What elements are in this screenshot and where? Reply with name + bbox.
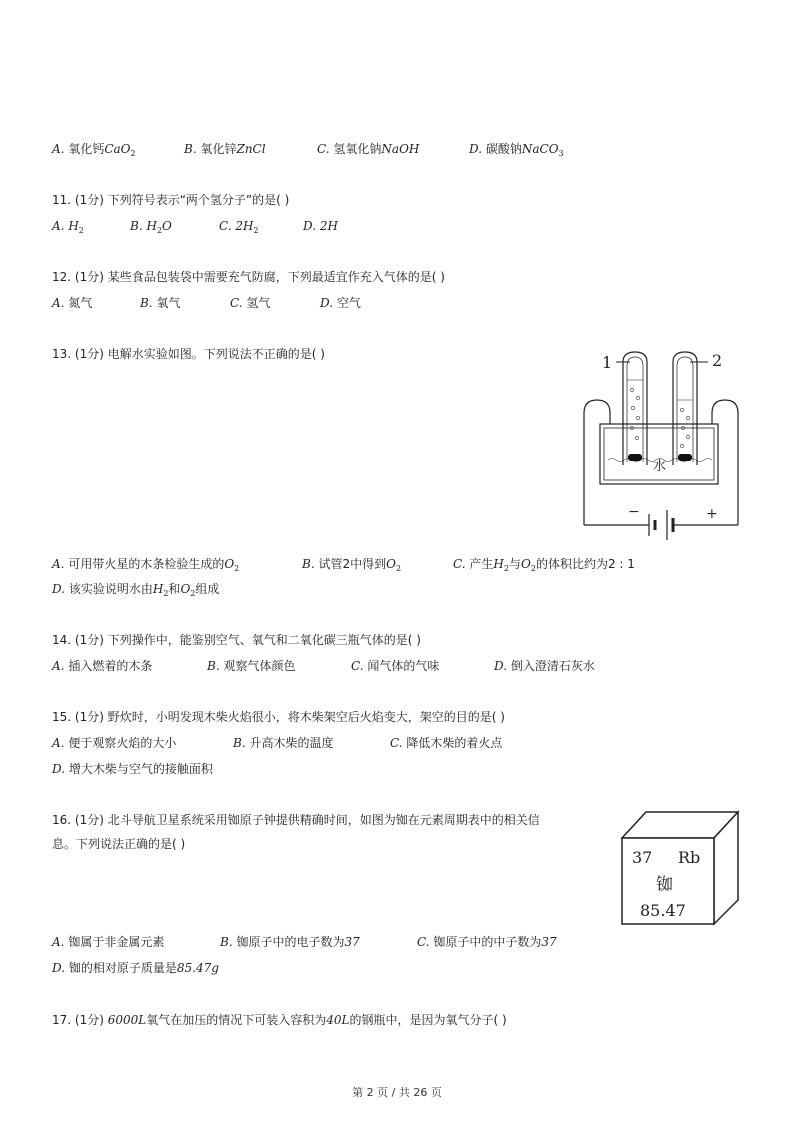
q14-option-c: C. 闻气体的气味 <box>351 659 440 673</box>
q14-stem: 14. (1分) 下列操作中，能鉴别空气、氧气和二氧化碳三瓶气体的是( ) <box>52 633 421 647</box>
q16-stem-line-1: 16. (1分) 北斗导航卫星系统采用铷原子钟提供精确时间，如图为铷在元素周期表中的相关信 <box>52 813 540 827</box>
trough <box>600 424 718 484</box>
test-tube-1 <box>623 352 647 465</box>
q15-option-d: D. 增大木柴与空气的接触面积 <box>52 762 213 776</box>
electrode-2 <box>678 454 692 461</box>
minus-sign: − <box>628 504 640 520</box>
q14-option-b: B. 观察气体颜色 <box>207 659 296 673</box>
q10-option-b: B. 氧化锌ZnCl <box>184 142 266 156</box>
plus-sign: + <box>706 506 718 522</box>
tube-2-label: 2 <box>712 351 723 370</box>
element-name: 铷 <box>656 875 673 895</box>
q15-stem: 15. (1分) 野炊时，小明发现木柴火焰很小，将木柴架空后火焰变大，架空的目的是( ) <box>52 710 505 724</box>
q13-option-c: C. 产生$H_2$与$O_2$的体积比约为2 : 1 <box>453 557 635 573</box>
water-label: 水 <box>653 459 667 474</box>
q16-option-c: C. 铷原子中的中子数为37 <box>417 935 557 949</box>
q10-option-a: A. 氧化钙CaO$_2$ <box>52 142 136 158</box>
q13-option-b: B. 试管2中得到$O_2$ <box>302 557 402 573</box>
electrode-1 <box>628 454 642 461</box>
q10-option-d: D. 碳酸钠NaCO$_3$ <box>469 142 564 158</box>
page-footer: 第 2 页 / 共 26 页 <box>352 1086 442 1099</box>
electrolysis-diagram <box>578 340 744 550</box>
q12-stem: 12. (1分) 某些食品包装袋中需要充气防腐，下列最适宜作充入气体的是( ) <box>52 270 445 284</box>
q12-option-b: B. 氧气 <box>140 296 181 310</box>
test-tube-2 <box>673 352 697 465</box>
q11-option-d: D. 2H <box>303 219 338 233</box>
q16-stem-line-2: 息。下列说法正确的是( ) <box>52 837 186 851</box>
q15-option-c: C. 降低木柴的着火点 <box>390 736 503 750</box>
q13-option-d: D. 该实验说明水由$H_2$和$O_2$组成 <box>52 582 220 598</box>
atomic-number: 37 <box>632 848 653 867</box>
q12-option-d: D. 空气 <box>320 296 361 310</box>
q11-option-c: C. $2H_2$ <box>219 219 259 235</box>
q14-option-d: D. 倒入澄清石灰水 <box>494 659 595 673</box>
q14-option-a: A. 插入燃着的木条 <box>52 659 153 673</box>
q10-option-c: C. 氢氧化钠NaOH <box>317 142 420 156</box>
q17-stem: 17. (1分) 6000L氧气在加压的情况下可装入容积为40L的钢瓶中，是因为氧气分子( ) <box>52 1013 507 1027</box>
q11-stem: 11. (1分) 下列符号表示“两个氢分子”的是( ) <box>52 193 290 207</box>
q15-option-b: B. 升高木柴的温度 <box>233 736 334 750</box>
tube-1-label: 1 <box>602 353 613 372</box>
q12-option-a: A. 氮气 <box>52 296 93 310</box>
q11-option-b: B. $H_2O$ <box>130 219 172 235</box>
element-card <box>618 808 744 928</box>
q13-option-a: A. 可用带火星的木条检验生成的$O_2$ <box>52 557 240 573</box>
battery-icon <box>649 510 673 540</box>
q16-option-b: B. 铷原子中的电子数为37 <box>220 935 360 949</box>
atomic-mass: 85.47 <box>640 901 686 920</box>
element-symbol: Rb <box>678 848 701 867</box>
q16-option-a: A. 铷属于非金属元素 <box>52 935 165 949</box>
wire <box>584 400 610 525</box>
q13-stem: 13. (1分) 电解水实验如图。下列说法不正确的是( ) <box>52 347 325 361</box>
q12-option-c: C. 氢气 <box>230 296 271 310</box>
q15-option-a: A. 便于观察火焰的大小 <box>52 736 177 750</box>
q16-option-d: D. 铷的相对原子质量是85.47g <box>52 961 219 975</box>
q11-option-a: A. $H_2$ <box>52 219 84 235</box>
